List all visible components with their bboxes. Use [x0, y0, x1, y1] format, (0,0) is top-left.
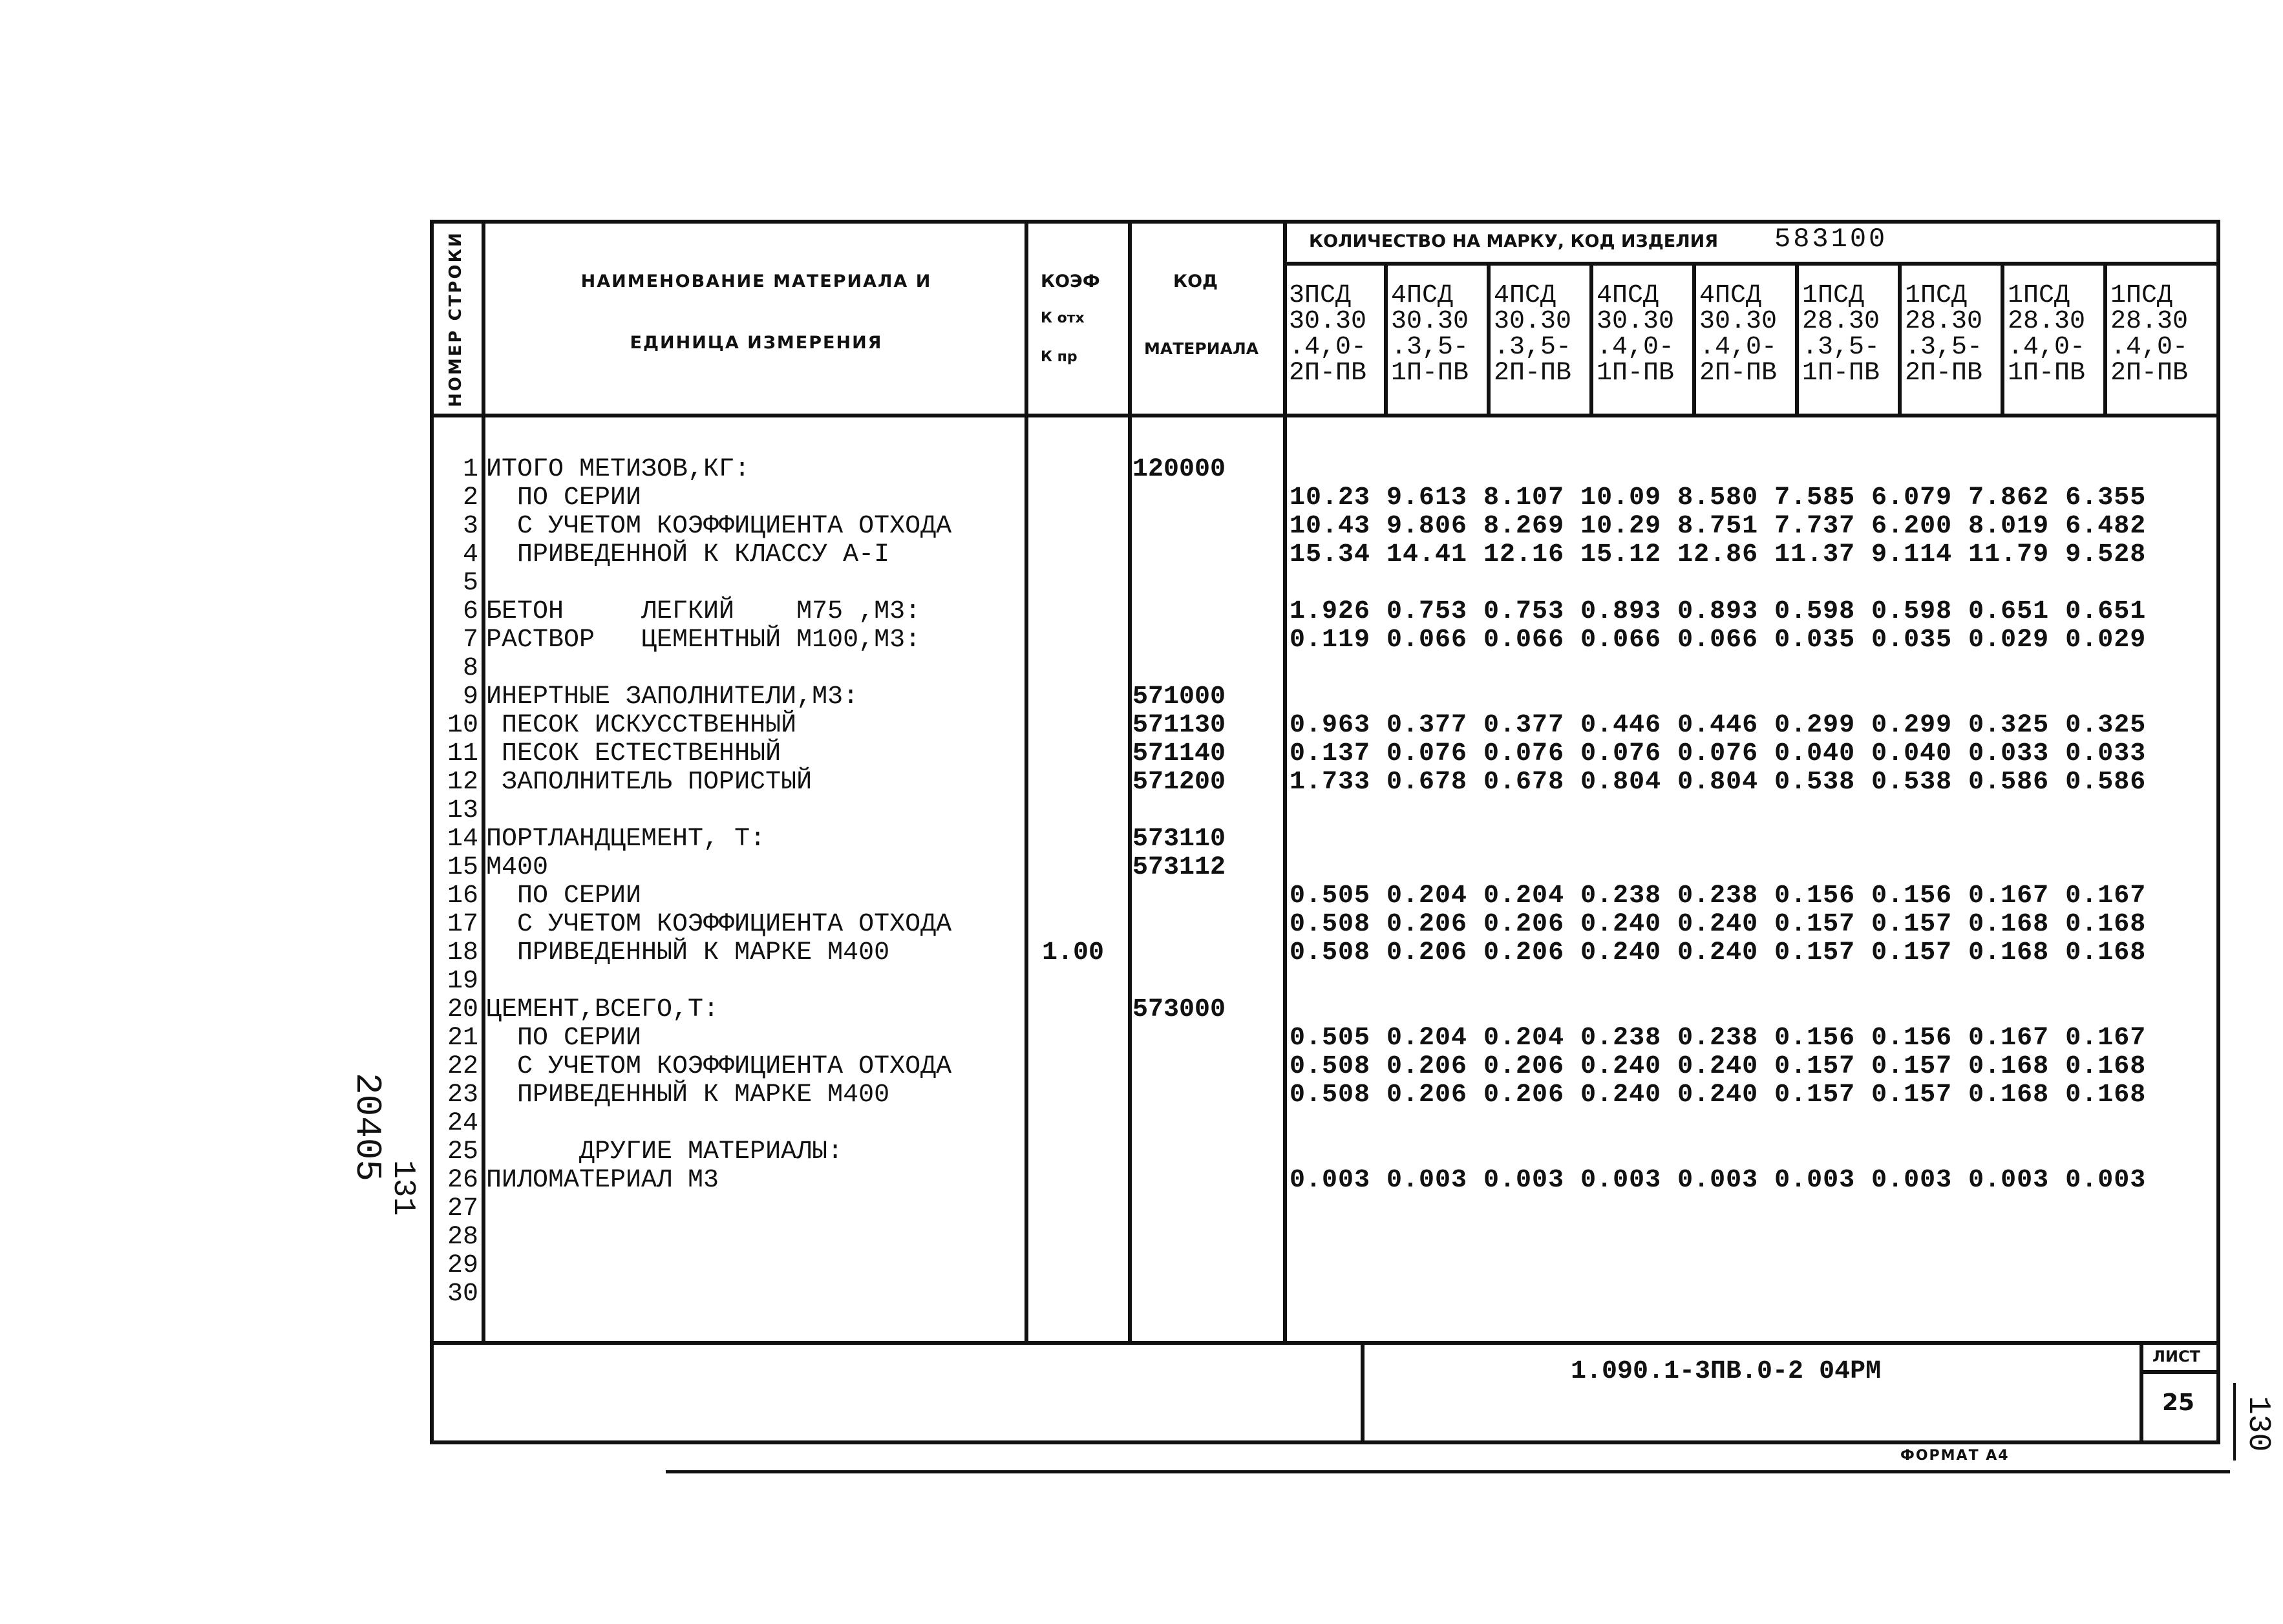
divider	[1898, 262, 1902, 416]
column-header: 4ПСД 30.30 .4,0- 1П-ПВ	[1597, 281, 1675, 388]
divider	[1128, 220, 1132, 1344]
divider	[2103, 262, 2107, 416]
divider	[1361, 1341, 1364, 1444]
document-code: 1.090.1-3ПВ.0-2 04РМ	[1571, 1357, 1882, 1386]
divider	[2140, 1341, 2143, 1444]
divider	[1384, 262, 1388, 416]
sheet-label: ЛИСТ	[2152, 1347, 2201, 1366]
margin-number-left: 20405	[346, 1073, 388, 1182]
row-number: 12	[447, 768, 478, 797]
row-number: 28	[447, 1223, 478, 1252]
row-number: 24	[447, 1109, 478, 1138]
material-codes: 120000 571000 571130 571140 571200 573110 573112 573000	[1132, 455, 1226, 1024]
material-name-header-line2: ЕДИНИЦА ИЗМЕРЕНИЯ	[630, 333, 883, 353]
column-header: 1ПСД 28.30 .4,0- 1П-ПВ	[2008, 281, 2086, 388]
row-number: 20	[447, 995, 478, 1024]
row-number: 21	[447, 1024, 478, 1053]
divider	[430, 1341, 2220, 1345]
row-number: 5	[462, 569, 478, 598]
row-number: 13	[447, 796, 478, 825]
divider	[1025, 220, 1028, 1344]
column-header: 4ПСД 30.30 .3,5- 1П-ПВ	[1391, 281, 1469, 388]
coef-header-line1: КОЭФ	[1041, 271, 1100, 291]
row-number: 14	[447, 825, 478, 854]
divider	[666, 1470, 2230, 1473]
margin-page-left: 131	[385, 1160, 420, 1216]
coef-header-line2: К отх	[1041, 310, 1085, 326]
code-header-line2: МАТЕРИАЛА	[1144, 339, 1259, 358]
row-number: 26	[447, 1166, 478, 1195]
material-name-header-line1: НАИМЕНОВАНИЕ МАТЕРИАЛА И	[580, 271, 932, 291]
divider	[430, 414, 2220, 417]
product-code: 583100	[1774, 224, 1888, 255]
row-number: 15	[447, 853, 478, 882]
divider	[1692, 262, 1696, 416]
row-number: 22	[447, 1052, 478, 1081]
divider	[1283, 220, 1287, 1344]
code-header-line1: КОД	[1173, 271, 1218, 291]
row-number: 11	[447, 739, 478, 768]
column-header: 3ПСД 30.30 .4,0- 2П-ПВ	[1289, 281, 1367, 388]
row-number: 2	[462, 483, 478, 512]
row-number: 9	[462, 682, 478, 712]
format-label: ФОРМАТ А4	[1900, 1448, 2010, 1464]
row-number: 25	[447, 1137, 478, 1166]
row-number: 10	[447, 711, 478, 740]
row-number: 23	[447, 1081, 478, 1110]
column-header: 1ПСД 28.30 .3,5- 2П-ПВ	[1905, 281, 1983, 388]
material-names: ИТОГО МЕТИЗОВ,КГ: ПО СЕРИИ С УЧЕТОМ КОЭФФИЦИЕНТА ОТХОДА ПРИВЕДЕННОЙ К КЛАССУ А-I БЕТОН ЛЕГКИЙ М75 ,М3: РАСТВОР ЦЕМЕНТНЫЙ М100,М3: ИНЕРТНЫЕ ЗАПОЛНИТЕЛИ,М3: ПЕСОК ИСКУССТВЕННЫЙ ПЕСОК ЕСТЕСТВЕННЫЙ ЗАПОЛНИТЕЛЬ ПОРИСТЫЙ ПОРТЛАНДЦЕМЕНТ, Т: М400 ПО СЕРИИ С УЧЕТОМ КОЭФФИЦИЕНТА ОТХОДА ПРИВЕДЕННЫЙ К МАРКЕ М400 ЦЕМЕНТ,ВСЕГО,Т: ПО СЕРИИ С УЧЕТОМ КОЭФФИЦИЕНТА ОТХОДА ПРИВЕДЕННЫЙ К МАРКЕ М400 ДРУГИЕ МАТЕРИАЛЫ: ПИЛОМАТЕРИАЛ М3	[486, 455, 952, 1195]
row-number: 18	[447, 938, 478, 967]
row-number: 4	[462, 540, 478, 569]
row-number: 16	[447, 881, 478, 911]
quantity-header: КОЛИЧЕСТВО НА МАРКУ, КОД ИЗДЕЛИЯ	[1309, 231, 1719, 251]
row-number: 8	[462, 654, 478, 683]
coef-header-line3: К пр	[1041, 349, 1078, 365]
divider	[1487, 262, 1491, 416]
row-number-header: НОМЕР СТРОКИ	[446, 231, 465, 407]
coef-values: 1.00	[1042, 938, 1105, 967]
divider	[482, 220, 485, 1344]
divider	[2001, 262, 2004, 416]
divider	[1283, 262, 2220, 266]
row-number: 1	[462, 455, 478, 484]
margin-page-right: 130	[2240, 1396, 2275, 1452]
row-number: 7	[462, 626, 478, 655]
row-number: 17	[447, 910, 478, 939]
sheet-number: 25	[2162, 1389, 2195, 1416]
row-number: 29	[447, 1251, 478, 1280]
row-number: 19	[447, 967, 478, 996]
divider	[1795, 262, 1799, 416]
quantity-values: 10.23 9.613 8.107 10.09 8.580 7.585 6.079 7.862 6.355 10.43 9.806 8.269 10.29 8.751 7.737 6.200 8.019 6.482 15.34 14.41 12.16 15.12 12.86 11.37 9.114 11.79 9.528 1.926 0.753 0.753 0.893 0.893 0.598 0.598 0.651 0.651 0.119 0.066 0.066 0.066 0.066 0.035 0.035 0.029 0.029 0.963 0.377 0.377 0.446 0.446 0.299 0.299 0.325 0.325 0.137 0.076 0.076 0.076 0.076 0.040 0.040 0.033 0.033 1.733 0.678 0.678 0.804 0.804 0.538 0.538 0.586 0.586 0.505 0.204 0.204 0.238 0.238 0.156 0.156 0.167 0.167 0.508 0.206 0.206 0.240 0.240 0.157 0.157 0.168 0.168 0.508 0.206 0.206 0.240 0.240 0.157 0.157 0.168 0.168 0.505 0.204 0.204 0.238 0.238 0.156 0.156 0.167 0.167 0.508 0.206 0.206 0.240 0.240 0.157 0.157 0.168 0.168 0.508 0.206 0.206 0.240 0.240 0.157 0.157 0.168 0.168 0.003 0.003 0.003 0.003 0.003 0.003 0.003 0.003 0.003	[1290, 483, 2147, 1195]
row-number: 6	[462, 597, 478, 626]
divider	[1589, 262, 1593, 416]
row-number: 27	[447, 1194, 478, 1223]
row-numbers	[442, 456, 478, 1309]
column-header: 1ПСД 28.30 .4,0- 2П-ПВ	[2110, 281, 2189, 388]
column-header: 4ПСД 30.30 .3,5- 2П-ПВ	[1494, 281, 1572, 388]
column-header: 1ПСД 28.30 .3,5- 1П-ПВ	[1802, 281, 1880, 388]
row-number: 30	[447, 1280, 478, 1309]
row-number: 3	[462, 512, 478, 541]
divider	[2233, 1383, 2236, 1461]
divider	[2140, 1370, 2220, 1374]
column-header: 4ПСД 30.30 .4,0- 2П-ПВ	[1699, 281, 1778, 388]
